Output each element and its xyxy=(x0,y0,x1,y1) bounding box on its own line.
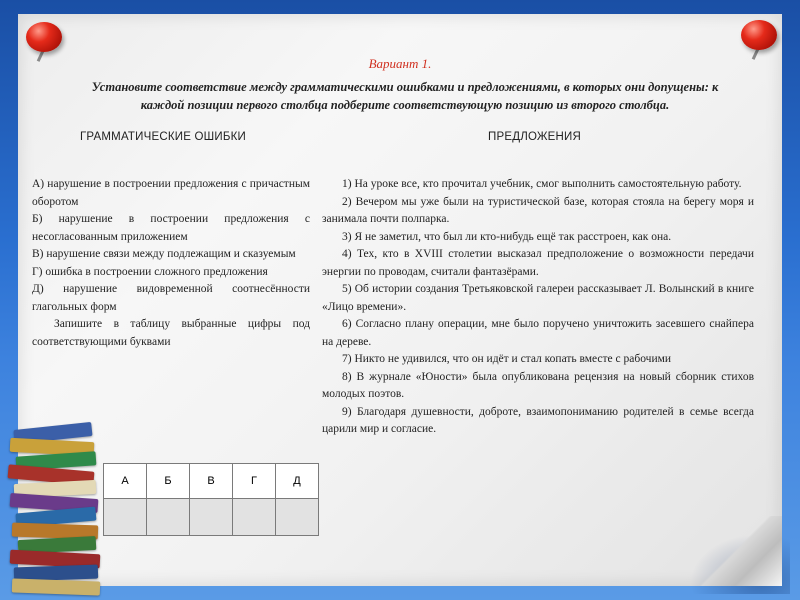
sentence-item: 9) Благодаря душевности, доброте, взаимопониманию родителей в семье всегда царили мир и согласие. xyxy=(322,405,754,435)
answer-letter: Б xyxy=(147,464,190,499)
sentences-list xyxy=(322,176,754,439)
sentence-item: 6) Согласно плану операции, мне было поручено уничтожить засевшего снайпера на дереве. xyxy=(322,318,754,348)
sentence-item: 4) Тех, кто в XVIII столетии высказал предположение о возможности передачи энергии по проводам, считали фантазёрами. xyxy=(322,248,754,278)
sentence-item: 7) Никто не удивился, что он идёт и стал копать вместе с рабочими xyxy=(342,353,672,365)
error-item: Б) нарушение в построении предложения с несогласованным приложением xyxy=(32,213,310,243)
answer-letter: Г xyxy=(233,464,276,499)
answer-cell[interactable] xyxy=(147,499,190,536)
answer-letter: А xyxy=(104,464,147,499)
sentence-item: 1) На уроке все, кто прочитал учебник, смог выполнить самостоятельную работу. xyxy=(342,178,742,190)
error-item: Д) нарушение видовременной соотнесённости глагольных форм xyxy=(32,283,310,313)
answer-letter: Д xyxy=(276,464,319,499)
answer-cell[interactable] xyxy=(233,499,276,536)
answer-cell[interactable] xyxy=(190,499,233,536)
error-item: Г) ошибка в построении сложного предложения xyxy=(32,265,268,278)
variant-title: Вариант 1. xyxy=(368,56,432,71)
sentences-column-header: ПРЕДЛОЖЕНИЯ xyxy=(488,131,581,143)
error-item: В) нарушение связи между подлежащим и сказуемым xyxy=(32,248,296,260)
answer-cell[interactable] xyxy=(104,499,147,536)
sentence-item: 8) В журнале «Юности» была опубликована рецензия на новый сборник стихов молодых поэтов. xyxy=(322,370,754,400)
answer-note: Запишите в таблицу выбранные цифры под соответствующими буквами xyxy=(32,318,310,348)
sentence-item: 5) Об истории создания Третьяковской галереи рассказывает Л. Волынский в книге «Лицо времени». xyxy=(322,283,754,313)
task-instruction: Установите соответствие между грамматическими ошибками и предложениями, в которых они допущены: к каждой позиции первого столбца подберите соответствующую позицию из второго столбца. xyxy=(91,80,719,112)
answer-cell[interactable] xyxy=(276,499,319,536)
error-item: А) нарушение в построении предложения с причастным оборотом xyxy=(32,178,310,208)
answer-table xyxy=(103,463,319,536)
page-curl xyxy=(692,516,782,586)
errors-column-header: ГРАММАТИЧЕСКИЕ ОШИБКИ xyxy=(80,131,246,143)
books-stack-icon xyxy=(0,420,120,600)
answer-letter: В xyxy=(190,464,233,499)
sentence-item: 2) Вечером мы уже были на туристической базе, которая стояла на берегу моря и занимала почти полпарка. xyxy=(322,195,754,225)
errors-list xyxy=(32,176,310,351)
sentence-item: 3) Я не заметил, что был ли кто-нибудь ещё так расстроен, как она. xyxy=(342,230,672,243)
